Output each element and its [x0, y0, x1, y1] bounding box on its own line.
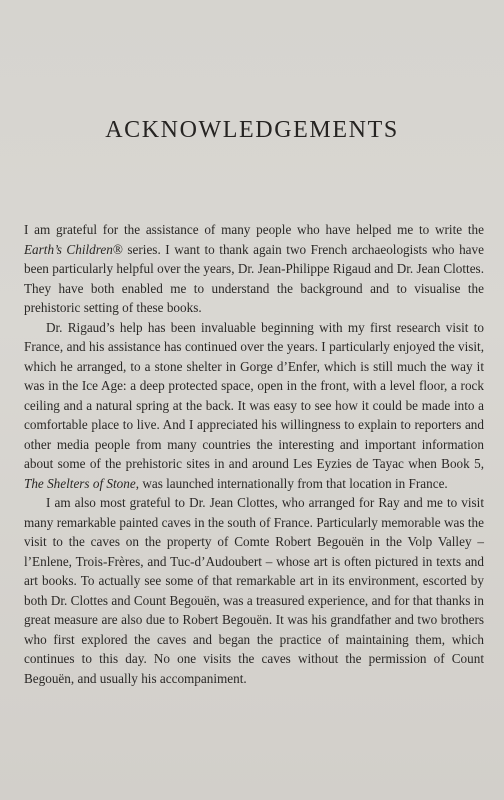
paragraph-1-text-start: I am grateful for the assistance of many people who have helped me to write the: [24, 222, 484, 237]
series-title: Earth’s Children: [24, 241, 113, 257]
paragraph-2-text-start: Dr. Rigaud’s help has been invaluable beginning with my first research visit to France, and his assistance has continued over the years. I particularly enjoyed the visit, which he arranged, to a stone shelter in Gorge d’Enfer, which is still much the way it was in the Ice Age: a deep protected space, open in the front, with a level floor, a rock ceiling and a natural spring at the back. It was easy to see how it could be made into a comfortable place to live. And I appreciated his willingness to explain to reporters and other media people from many countries the interesting and important information about some of the prehistoric sites in and around Les Eyzies de Tayac when Book 5,: [24, 319, 484, 471]
paragraph-3: I am also most grateful to Dr. Jean Clottes, who arranged for Ray and me to visit many remarkable painted caves in the south of France. Particularly memorable was the visit to the caves on the property of Comte Robert Begouën in the Volp Valley – l’Enlene, Trois-Frères, and Tuc-d’Audoubert – whose art is often pictured in texts and art books. To actually see some of that remarkable art in its environment, escorted by both Dr. Clottes and Count Begouën, was a treasured experience, and for that thanks in great measure are also due to Robert Begouën. It was his grandfather and two brothers who first explored the caves and began the practice of maintaining them, which continues to this day. No one visits the caves without the permission of Count Begouën, and usually his accompaniment.: [24, 495, 484, 686]
paragraph-1-text-end: ® series. I want to thank again two French archaeologists who have been particularly helpful over the years, Dr. Jean-Philippe Rigaud and Dr. Jean Clottes. They have both enabled me to understand the background and to visualise the prehistoric setting of these books.: [24, 241, 484, 315]
body-text: [24, 220, 484, 688]
paragraph-2: [24, 318, 484, 494]
page-title: ACKNOWLEDGEMENTS: [105, 117, 399, 143]
book-title: The Shelters of Stone: [24, 475, 136, 491]
paragraph-2-text-end: , was launched internationally from that location in France.: [135, 475, 448, 491]
paragraph-1: [24, 220, 484, 318]
